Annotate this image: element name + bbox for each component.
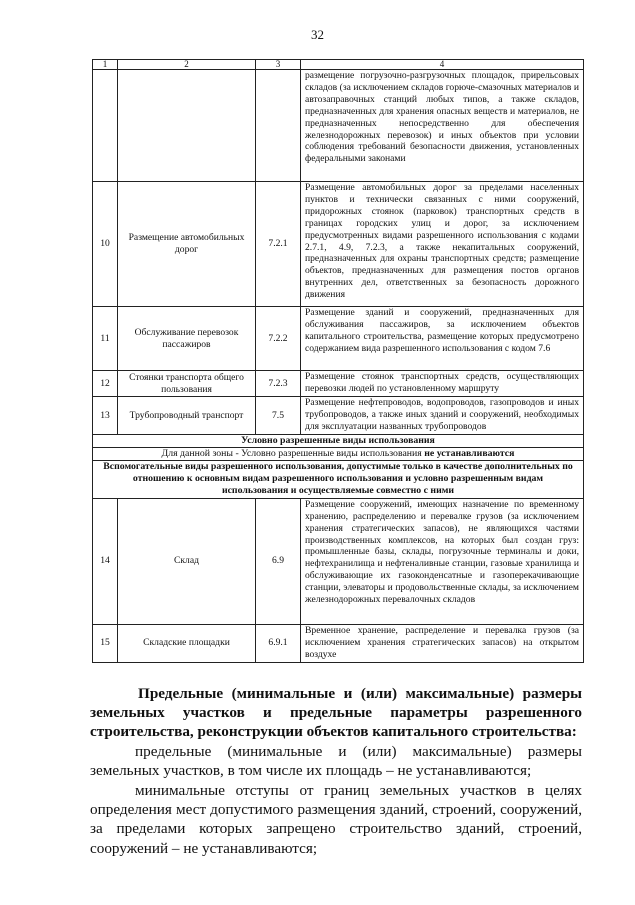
row-description: Размещение нефтепроводов, водопроводов, газопроводов и иных трубопроводов, а также иных зданий и сооружений, необходимых для эксплуатации названных трубопроводов (301, 397, 584, 435)
paragraph-plot-sizes: предельные (минимальные и (или) максимальные) размеры земельных участков, в том числе их площадь – не устанавливаются; (90, 743, 582, 780)
conditional-uses-note (93, 447, 584, 460)
section-note-row (93, 447, 584, 460)
row-description: Размещение автомобильных дорог за пределами населенных пунктов и технически связанных с ними сооружений, придорожных стоянок (парковок) транспортных средств в границах городских улиц и дорог, за исключением предусмотренных видами разрешенного использования с кодами 2.7.1, 4.9, 7.2.3, а также некапитальных сооружений, предназначенных для охраны транспортных средств; размещение объектов, предназначенных для размещения постов органов внутренних дел, ответственных за безопасность дорожного движения (301, 182, 584, 307)
row-description: Размещение зданий и сооружений, предназначенных для обслуживания пассажиров, за исключением объектов капитального строительства, размещение которых предусмотрено содержанием вида разрешенного использования с кодом 7.6 (301, 307, 584, 371)
row-number: 13 (93, 397, 118, 435)
row-number: 15 (93, 624, 118, 662)
header-cell: 2 (118, 60, 256, 70)
row-number: 14 (93, 498, 118, 624)
row-description: размещение погрузочно-разгрузочных площадок, прирельсовых складов (за исключением складов горюче-смазочных материалов и автозаправочных станций любых типов, а также складов, предназначенных для хранения опасных веществ и материалов, не предназначенных непосредственно для обеспечения железнодорожных перевозок) и иных объектов при условии соблюдения требований безопасности движения, установленных федеральными законами (301, 70, 584, 182)
table-row (93, 371, 584, 397)
row-code: 6.9.1 (256, 624, 301, 662)
params-heading: Предельные (минимальные и (или) максимальные) размеры земельных участков и предельные параметры разрешенного строительства, реконструкции объектов капитального строительства: (90, 685, 582, 741)
header-cell: 1 (93, 60, 118, 70)
row-name: Стоянки транспорта общего пользования (118, 371, 256, 397)
table-row (93, 624, 584, 662)
conditional-note-text: Для данной зоны - Условно разрешенные виды использования (161, 447, 425, 459)
table-row-continued (93, 70, 584, 182)
row-code: 7.5 (256, 397, 301, 435)
section-heading-row (93, 435, 584, 448)
row-code: 7.2.1 (256, 182, 301, 307)
row-number: 11 (93, 307, 118, 371)
row-description: Размещение сооружений, имеющих назначение по временному хранению, распределению и перевалке грузов (за исключением хранения стратегических запасов), не являющихся частями производственных комплексов, на которых был создан груз: промышленные базы, склады, погрузочные терминалы и доки, нефтехранилища и нефтеналивные станции, газовые хранилища и обслуживающие их газоконденсатные и газоперекачивающие станции, элеваторы и продовольственные склады, за исключением железнодорожных перевалочных складов (301, 498, 584, 624)
row-name: Размещение автомобильных дорог (118, 182, 256, 307)
row-code: 7.2.2 (256, 307, 301, 371)
row-number (93, 70, 118, 182)
header-cell: 4 (301, 60, 584, 70)
row-description: Размещение стоянок транспортных средств, осуществляющих перевозки людей по установленному маршруту (301, 371, 584, 397)
row-name: Складские площадки (118, 624, 256, 662)
row-code: 6.9 (256, 498, 301, 624)
table-row (93, 307, 584, 371)
page-number: 32 (311, 27, 324, 42)
row-number: 12 (93, 371, 118, 397)
row-name (118, 70, 256, 182)
row-description: Временное хранение, распределение и перевалка грузов (за исключением хранения стратегических запасов) на открытом воздухе (301, 624, 584, 662)
auxiliary-uses-heading: Вспомогательные виды разрешенного использования, допустимые только в качестве дополнительных по отношению к основным видам разрешенного использования и условно разрешенным видам использования и осуществляемые совместно с ними (93, 460, 584, 498)
table-row (93, 397, 584, 435)
table-header-row (93, 60, 584, 70)
table-row (93, 182, 584, 307)
row-code (256, 70, 301, 182)
table-row (93, 498, 584, 624)
conditional-note-bold: не устанавливаются (424, 447, 515, 459)
conditional-uses-heading: Условно разрешенные виды использования (93, 435, 584, 448)
row-number: 10 (93, 182, 118, 307)
row-name: Трубопроводный транспорт (118, 397, 256, 435)
row-code: 7.2.3 (256, 371, 301, 397)
row-name: Склад (118, 498, 256, 624)
paragraph-setbacks: минимальные отступы от границ земельных участков в целях определения мест допустимого размещения зданий, строений, сооружений, за пределами которых запрещено строительство зданий, строений, сооружений – не устанавливаются; (90, 782, 582, 857)
land-use-table (92, 59, 584, 663)
header-cell: 3 (256, 60, 301, 70)
section-heading-row (93, 460, 584, 498)
row-name: Обслуживание перевозок пассажиров (118, 307, 256, 371)
